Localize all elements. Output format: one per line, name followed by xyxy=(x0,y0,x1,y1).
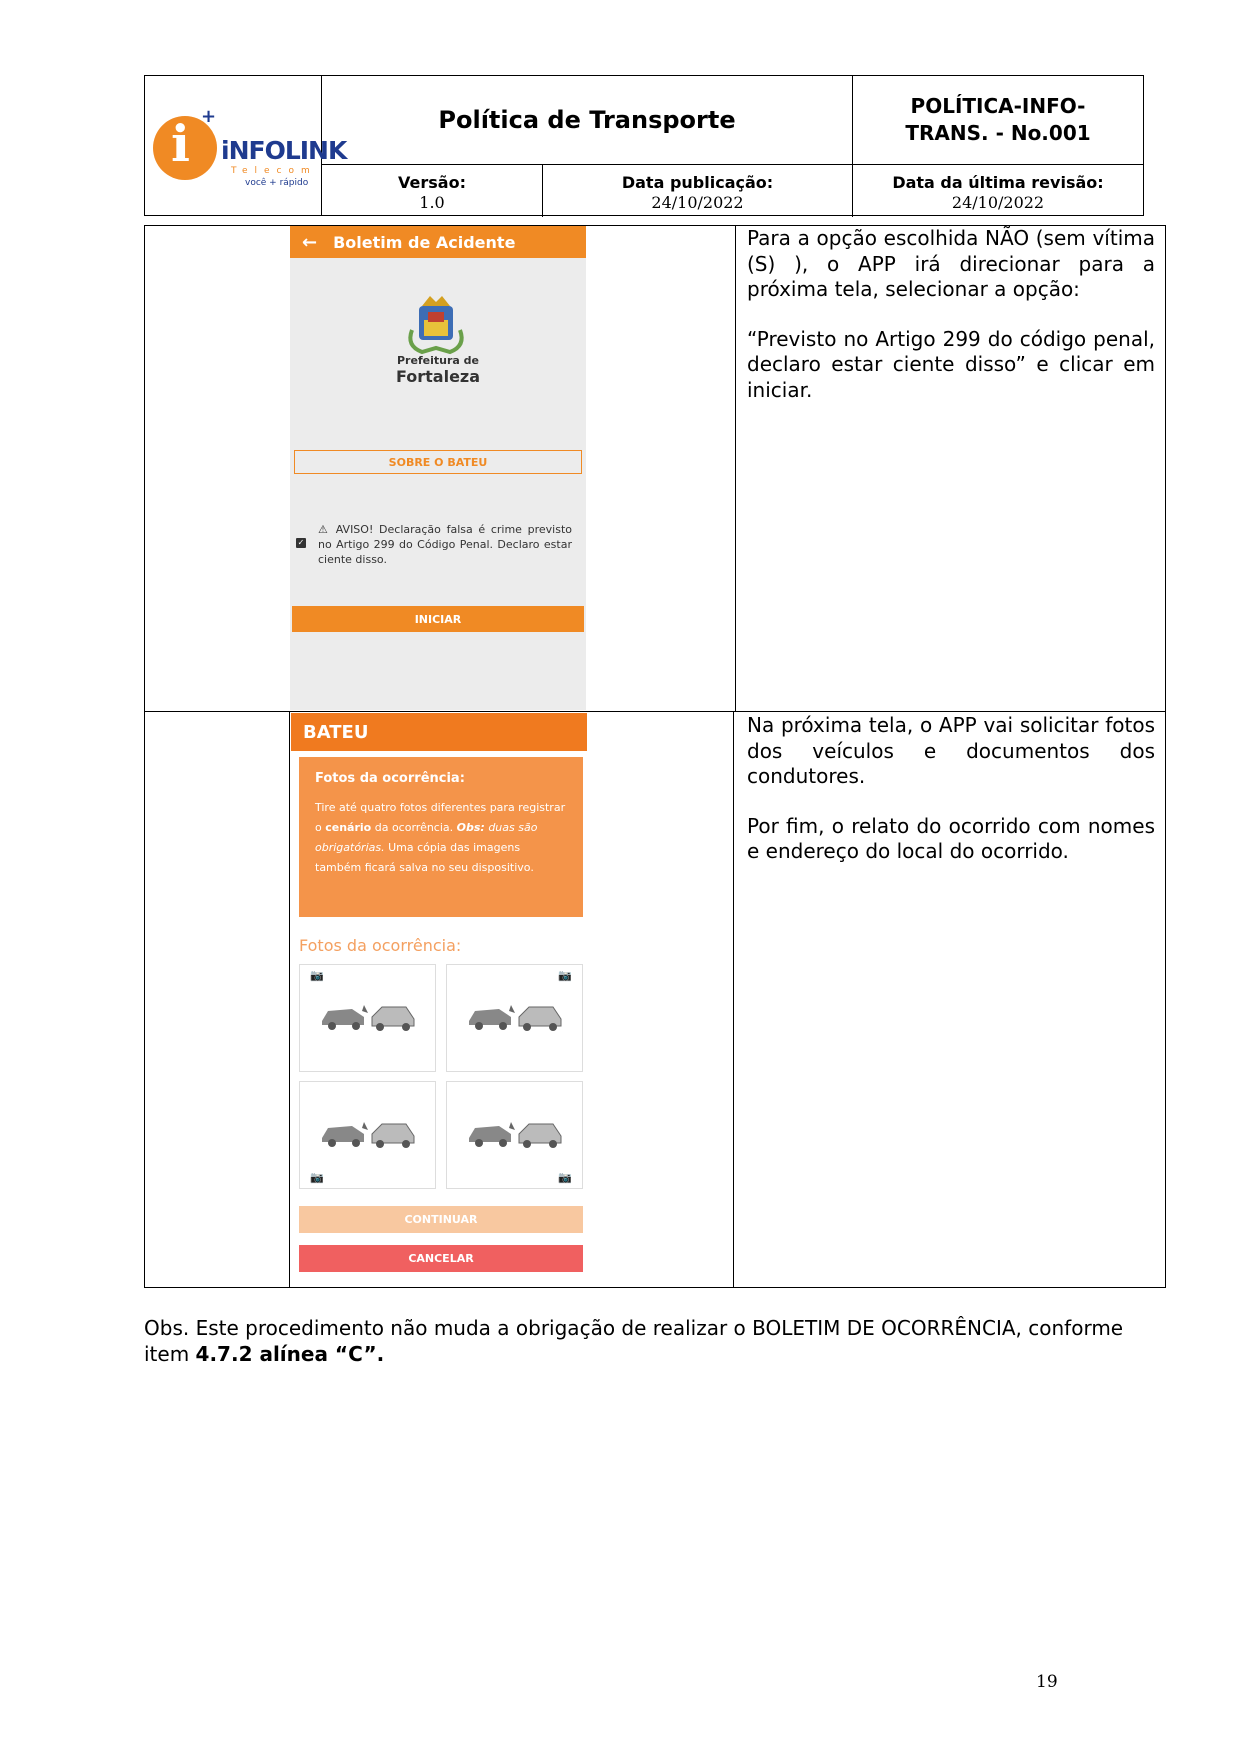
procedure-table xyxy=(144,225,1166,1288)
car-crash-icon xyxy=(318,1116,418,1150)
car-crash-icon xyxy=(465,1116,565,1150)
app-bar-title: Boletim de Acidente xyxy=(333,232,516,252)
bateu-app-bar: BATEU xyxy=(291,713,587,751)
logo-brand: iNFOLINK xyxy=(221,136,347,165)
logo-i-glyph: i xyxy=(171,114,190,173)
card-text-2: da ocorrência. xyxy=(371,821,457,834)
cancelar-button[interactable]: CANCELAR xyxy=(299,1245,583,1272)
iniciar-button[interactable]: INICIAR xyxy=(292,606,584,632)
doc-code-line2: TRANS. - No.001 xyxy=(905,121,1091,145)
version-value: 1.0 xyxy=(419,193,445,212)
observation-note xyxy=(144,1315,1144,1367)
camera-icon: 📷 xyxy=(558,1171,572,1184)
photo-slot-2[interactable] xyxy=(446,964,583,1072)
version-cell xyxy=(322,165,543,217)
publication-value: 24/10/2022 xyxy=(651,193,744,212)
column-divider-row1 xyxy=(735,226,736,711)
photo-instructions-card xyxy=(299,757,583,917)
city-label: Fortaleza xyxy=(395,367,481,386)
car-crash-icon xyxy=(318,999,418,1033)
infolink-logo xyxy=(149,106,347,188)
row2-description xyxy=(747,713,1155,889)
back-arrow-icon[interactable]: ← xyxy=(302,231,318,253)
card-italic: duas são obrigatórias. xyxy=(315,821,538,854)
card-text-1: Tire até quatro fotos diferentes para registrar o xyxy=(315,801,566,834)
doc-code xyxy=(853,76,1143,165)
sobre-o-bateu-button[interactable]: SOBRE O BATEU xyxy=(294,450,582,474)
warning-text: ⚠ AVISO! Declaração falsa é crime previsto no Artigo 299 do Código Penal. Declaro estar ciente disso. xyxy=(318,523,572,566)
publication-label: Data publicação: xyxy=(621,173,774,192)
camera-icon: 📷 xyxy=(310,1171,324,1184)
fortaleza-crest-icon xyxy=(402,290,470,356)
card-body xyxy=(315,798,567,878)
observation-reference: 4.7.2 alínea “C”. xyxy=(195,1342,385,1366)
continuar-button[interactable]: CONTINUAR xyxy=(299,1206,583,1233)
logo-plus-icon: + xyxy=(201,106,217,127)
row1-paragraph-1: Para a opção escolhida NÃO (sem vítima (S) ), o APP irá direcionar para a próxima tela, selecionar a opção: xyxy=(747,226,1155,301)
car-crash-icon xyxy=(465,999,565,1033)
doc-code-line1: POLÍTICA-INFO- xyxy=(910,94,1086,118)
app-bar xyxy=(290,226,586,258)
row2-paragraph-2: Por fim, o relato do ocorrido com nomes e endereço do local do ocorrido. xyxy=(747,813,1155,863)
row2-paragraph-1: Na próxima tela, o APP vai solicitar fotos dos veículos e documentos dos condutores. xyxy=(747,713,1155,788)
photos-section-title: Fotos da ocorrência: xyxy=(299,936,462,955)
row1-description xyxy=(747,226,1155,427)
page-number: 19 xyxy=(1036,1672,1058,1692)
column-divider-row2 xyxy=(733,711,734,1287)
app-screenshot-bateu xyxy=(291,713,731,1287)
column-divider-1 xyxy=(289,711,290,1287)
document-header xyxy=(144,75,1144,216)
logo-tagline: você + rápido xyxy=(245,178,309,188)
prefeitura-label: Prefeitura de xyxy=(396,354,480,367)
revision-value: 24/10/2022 xyxy=(951,193,1045,212)
revision-cell xyxy=(853,165,1143,217)
photo-slot-4[interactable] xyxy=(446,1081,583,1189)
version-label: Versão: xyxy=(398,173,466,192)
declaration-checkbox[interactable]: ✓ xyxy=(297,538,305,547)
card-title: Fotos da ocorrência: xyxy=(315,771,465,786)
doc-title: Política de Transporte xyxy=(322,76,853,165)
photo-slot-1[interactable] xyxy=(299,964,436,1072)
card-text-3: Uma cópia das imagens também ficará salva no seu dispositivo. xyxy=(315,841,534,874)
row1-paragraph-2: “Previsto no Artigo 299 do código penal, declaro estar ciente disso” e clicar em iniciar. xyxy=(747,326,1155,402)
observation-text: Obs. Este procedimento não muda a obrigação de realizar o BOLETIM DE OCORRÊNCIA, conforme item xyxy=(144,1316,1124,1366)
card-obs: Obs: xyxy=(456,821,485,834)
logo-cell xyxy=(145,76,347,215)
row-divider xyxy=(145,711,1165,712)
card-bold: cenário xyxy=(325,821,372,834)
camera-icon: 📷 xyxy=(558,969,572,982)
photo-slot-3[interactable] xyxy=(299,1081,436,1189)
logo-sub: Telecom xyxy=(231,166,317,176)
app-screenshot-boletim xyxy=(290,226,586,710)
revision-label: Data da última revisão: xyxy=(892,173,1104,192)
publication-cell xyxy=(543,165,853,217)
camera-icon: 📷 xyxy=(310,969,324,982)
bateu-screen xyxy=(291,713,587,1287)
